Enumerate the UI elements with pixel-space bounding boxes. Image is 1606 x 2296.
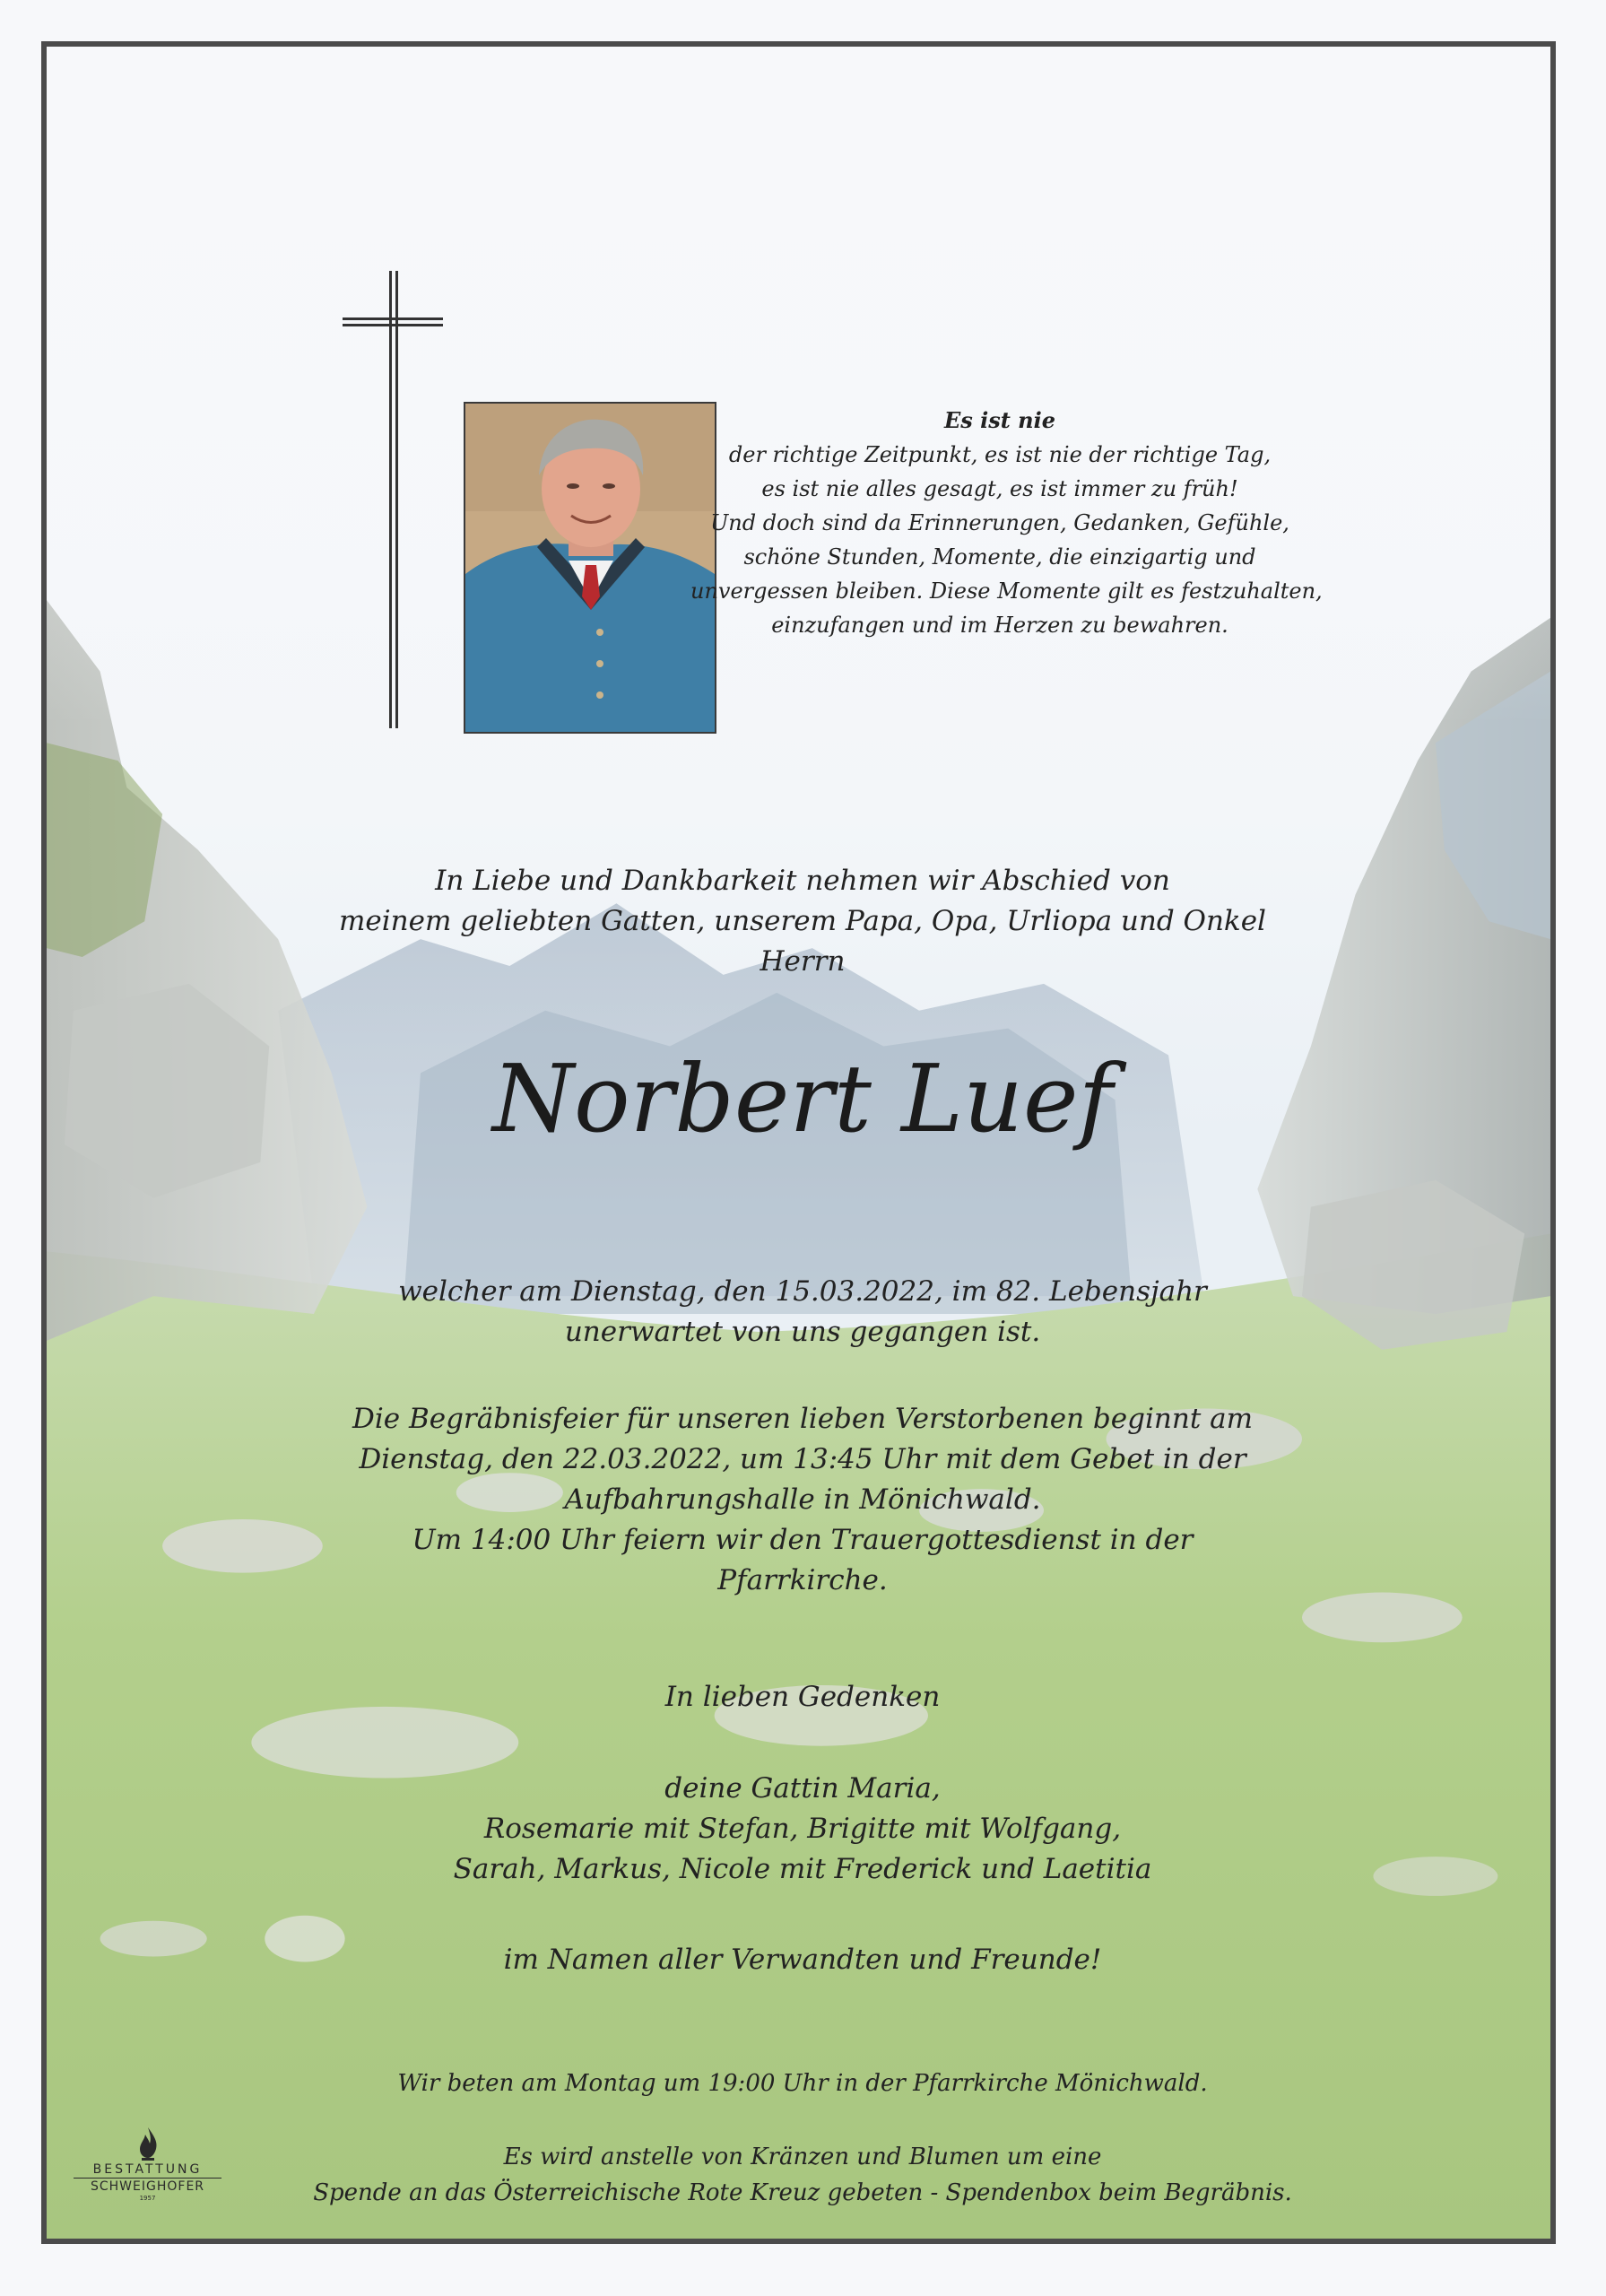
donation-line: Es wird anstelle von Kränzen und Blumen um eine xyxy=(503,2144,1102,2170)
funeral-line: Die Begräbnisfeier für unseren lieben Verstorbenen beginnt am xyxy=(352,1403,1254,1435)
family-list xyxy=(197,1769,1408,1890)
poem-line: schöne Stunden, Momente, die einzigartig und xyxy=(743,544,1256,570)
donation-notice xyxy=(197,2139,1408,2211)
logo-line-2: SCHWEIGHOFER xyxy=(90,2179,205,2194)
death-line: unerwartet von uns gegangen ist. xyxy=(564,1316,1041,1348)
funeral-line: Aufbahrungshalle in Mönichwald. xyxy=(564,1483,1041,1516)
death-line: welcher am Dienstag, den 15.03.2022, im 82. Lebensjahr xyxy=(398,1275,1207,1308)
intro-line: In Liebe und Dankbarkeit nehmen wir Abschied von xyxy=(435,865,1170,897)
remembrance-text: In lieben Gedenken xyxy=(664,1681,941,1713)
remembrance-heading xyxy=(197,1677,1408,1718)
funeral-line: Dienstag, den 22.03.2022, um 13:45 Uhr mit dem Gebet in der xyxy=(359,1443,1246,1475)
family-line: deine Gattin Maria, xyxy=(664,1772,941,1805)
poem-line: Und doch sind da Erinnerungen, Gedanken, Gefühle, xyxy=(710,510,1289,535)
deceased-name: Norbert Luef xyxy=(491,1044,1114,1153)
funeral-line: Pfarrkirche. xyxy=(717,1564,888,1596)
on-behalf-line xyxy=(197,1940,1408,1980)
flame-icon xyxy=(135,2126,161,2161)
logo-line-1: BESTATTUNG xyxy=(74,2161,221,2179)
donation-line: Spende an das Österreichische Rote Kreuz gebeten - Spendenbox beim Begräbnis. xyxy=(313,2179,1292,2206)
poem-line: einzufangen und im Herzen zu bewahren. xyxy=(771,613,1228,638)
farewell-intro xyxy=(197,861,1408,982)
intro-line: meinem geliebten Gatten, unserem Papa, Opa, Urliopa und Onkel xyxy=(339,905,1266,937)
death-notice xyxy=(197,1272,1408,1352)
funeral-line: Um 14:00 Uhr feiern wir den Trauergottesdienst in der xyxy=(412,1524,1194,1556)
funeral-details xyxy=(197,1399,1408,1601)
poem-heading: Es ist nie xyxy=(943,407,1056,433)
on-behalf-text: im Namen aller Verwandten und Freunde! xyxy=(503,1944,1102,1976)
poem-line: unvergessen bleiben. Diese Momente gilt es festzuhalten, xyxy=(690,578,1323,604)
logo-line-3: 1957 xyxy=(139,2195,156,2202)
portrait-photo xyxy=(464,402,716,734)
poem-line: der richtige Zeitpunkt, es ist nie der richtige Tag, xyxy=(728,442,1272,467)
poem-line: es ist nie alles gesagt, es ist immer zu früh! xyxy=(761,476,1238,501)
cross-icon xyxy=(343,271,443,728)
family-line: Sarah, Markus, Nicole mit Frederick und Laetitia xyxy=(453,1853,1152,1885)
prayer-text: Wir beten am Montag um 19:00 Uhr in der Pfarrkirche Mönichwald. xyxy=(397,2070,1208,2097)
family-line: Rosemarie mit Stefan, Brigitte mit Wolfgang, xyxy=(483,1813,1122,1845)
memorial-poem xyxy=(690,404,1323,642)
prayer-notice xyxy=(197,2066,1408,2101)
intro-line: Herrn xyxy=(760,945,846,978)
funeral-home-logo xyxy=(74,2126,221,2203)
